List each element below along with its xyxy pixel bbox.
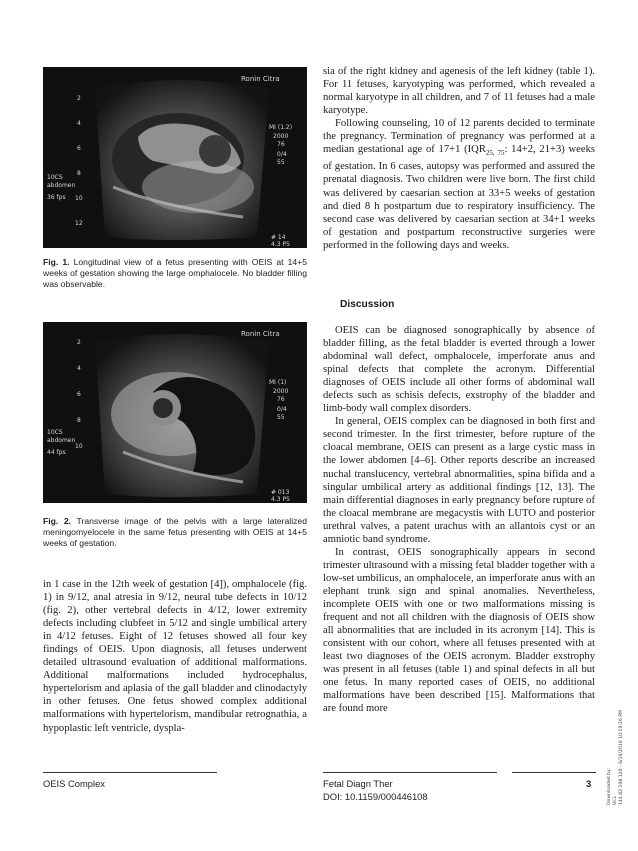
right-column-top xyxy=(323,65,595,252)
figure-2-bottom-info: # 013 xyxy=(271,489,290,496)
figure-1-right-info: 76 xyxy=(277,141,285,148)
figure-1-right-info: 0/4 xyxy=(277,151,287,158)
iqr-subscript: 25, 75 xyxy=(485,149,505,158)
figure-2-right-info: 2000 xyxy=(273,388,289,395)
figure-2-bottom-info: 4.3 P5 xyxy=(271,496,290,503)
download-note-line: UCL xyxy=(613,795,618,805)
figure-1-brand-label: Ronin Citra xyxy=(241,75,280,83)
figure-2-left-info: abdomen xyxy=(47,437,76,444)
download-note-line: Downloaded by: xyxy=(607,768,612,805)
figure-1-scale-mark: 4 xyxy=(77,120,81,127)
figure-2-scale-mark: 10 xyxy=(75,443,83,450)
download-note-line: 144.82.108.120 - 6/16/2016 10:19:26 PM xyxy=(619,710,624,805)
body-paragraph: In general, OEIS complex can be diagnosed in both first and second trimester. In the first trimester, before rupture of the cloacal membrane, OEIS can present as a large cystic mass in the lower abdomen [4–6]. Other reports describe an increased nuchal translucency, vertebral abnormalities, spina bifida and a singular umbilical artery as additional findings [12, 13]. The main differential diagnoses in early pregnancy before rupture of the cloacal membrane are megacystis with LUTO and posterior urethral valves, a patent urachus with an allantois cyst or an amniotic band syndrome. xyxy=(323,416,595,545)
figure-1-right-info: MI (1.2) xyxy=(269,124,293,131)
body-paragraph: in 1 case in the 12th week of gestation [4]), omphalocele (fig. 1) in 9/12, anal atresia in 9/12, neural tube defects in 10/12 (fig. 2), other vertebral defects in 4/12, lower extremity defects including clubfeet in 5/12 and single umbilical artery in 4/12 fetuses. Eight of 12 fetuses showed all four key findings of OEIS. Upon diagnosis, all fetuses underwent detailed ultrasound evaluation of additional malformations. Additional malformations included hydrocephalus, hypertelorism and aplasia of the gall bladder and clinodactyly in other fetuses. One fetus showed complex additional malformations with hypertelorism, mandibular retrognathia, a hypoplastic left ventricle, dyspla- xyxy=(43,579,307,734)
figure-1-right-info: 2000 xyxy=(273,133,289,140)
figure-1-left-info: 10CS xyxy=(47,174,63,181)
figure-2-right-info: 76 xyxy=(277,396,285,403)
figure-2-scale-mark: 8 xyxy=(77,417,81,424)
figure-2-caption-text: Transverse image of the pelvis with a large lateralized meningomyelocele in the same fetus presenting with OEIS at 14+5 weeks of gestation. xyxy=(43,516,307,548)
figure-2-scale-mark: 2 xyxy=(77,339,81,346)
figure-1-left-info: 36 fps xyxy=(47,194,66,201)
left-column-body xyxy=(43,578,307,735)
figure-2-ultrasound-image xyxy=(43,322,307,503)
body-text: : 14+2, 21+3) weeks of gestation. In 6 cases, autopsy was performed and assured the prenatal diagnosis. Two children were live born. The first child was delivered by caesarian section at 33+5 weeks of gestation and died 8 h postpartum due to respiratory insufficiency. The second case was delivered by caesarian section at 34+1 weeks of gestation and postpartum reconstructive surgeries were performed in the following days and weeks. xyxy=(323,144,595,251)
body-paragraph: OEIS can be diagnosed sonographically by absence of bladder filling, as the fetal bladder is everted through a lower abdominal wall defect, omphalocele, imperforate anus and spinal defects that complete the acronym. Differential diagnoses of OEIS include all other forms of abdominal wall defects such as schisis defects, exstrophy of the bladder and limb-body wall complex disorders. xyxy=(323,325,595,415)
figure-2-right-info: MI (1) xyxy=(269,379,287,386)
figure-1-scale-mark: 8 xyxy=(77,170,81,177)
figure-2-caption xyxy=(43,516,307,549)
figure-1-left-info: abdomen xyxy=(47,182,76,189)
figure-2-caption-label: Fig. 2. xyxy=(43,516,72,526)
figure-1-scale-mark: 10 xyxy=(75,195,83,202)
figure-2-right-info: 0/4 xyxy=(277,406,287,413)
footer-rule-right xyxy=(512,772,596,773)
figure-2-right-info: 55 xyxy=(277,414,285,421)
figure-1-caption-label: Fig. 1. xyxy=(43,257,70,267)
section-heading-discussion: Discussion xyxy=(340,299,395,310)
body-paragraph: In contrast, OEIS sonographically appears in second trimester ultrasound with a missing fetal bladder together with a low-set umbilicus, an omphalocele, an imperforate anus with an elephant trunk sign and spinal anomalies. Nevertheless, incomplete OEIS with one or two malformations missing is frequent and not all children with the diagnosis of OEIS show all abnormalities that are included in its acronym [14]. This is consistent with our cohort, where all fetuses presented with at least two diagnoses of the OEIS acronym. Bladder exstrophy was present in all fetuses (table 1) and spinal defects in all but one fetus. In many reported cases of OEIS, no additional malformations have been described [15]. Malformations that are found more xyxy=(323,546,595,715)
figure-2-left-info: 44 fps xyxy=(47,449,66,456)
footer-rule-left xyxy=(43,772,217,773)
figure-2-scale-mark: 6 xyxy=(77,391,81,398)
figure-1-bottom-info: # 14 xyxy=(271,234,286,241)
figure-2-scale-mark: 4 xyxy=(77,365,81,372)
right-column-discussion xyxy=(323,324,595,715)
footer-running-title: OEIS Complex xyxy=(43,778,105,789)
figure-1-right-info: 55 xyxy=(277,159,285,166)
download-note xyxy=(603,690,633,810)
body-paragraph: sia of the right kidney and agenesis of the left kidney (table 1). For 11 fetuses, karyotyping was performed, which revealed a normal karyotype in all children, and 7 of 11 fetuses had a male karyotype. xyxy=(323,66,595,117)
figure-2-brand-label: Ronin Citra xyxy=(241,330,280,338)
footer-doi: DOI: 10.1159/000446108 xyxy=(323,791,428,802)
figure-2-left-info: 10CS xyxy=(47,429,63,436)
body-text: Following counseling, 10 of 12 parents decided to terminate the pregnancy. Termination of pregnancy was performed at a median gestational age of 17+1 (IQR xyxy=(323,118,595,156)
figure-1-scale-mark: 6 xyxy=(77,145,81,152)
figure-1-bottom-info: 4.3 P5 xyxy=(271,241,290,248)
footer-journal: Fetal Diagn Ther xyxy=(323,778,393,789)
figure-1-scale-mark: 2 xyxy=(77,95,81,102)
figure-1-caption-text: Longitudinal view of a fetus presenting with OEIS at 14+5 weeks of gestation showing the large omphalocele. No bladder filling was observable. xyxy=(43,257,307,289)
body-paragraph xyxy=(323,117,595,252)
figure-1-scale-mark: 12 xyxy=(75,220,83,227)
figure-1-caption xyxy=(43,257,307,290)
page-number: 3 xyxy=(586,778,592,789)
figure-1-ultrasound-image xyxy=(43,67,307,248)
footer-rule-middle xyxy=(323,772,497,773)
